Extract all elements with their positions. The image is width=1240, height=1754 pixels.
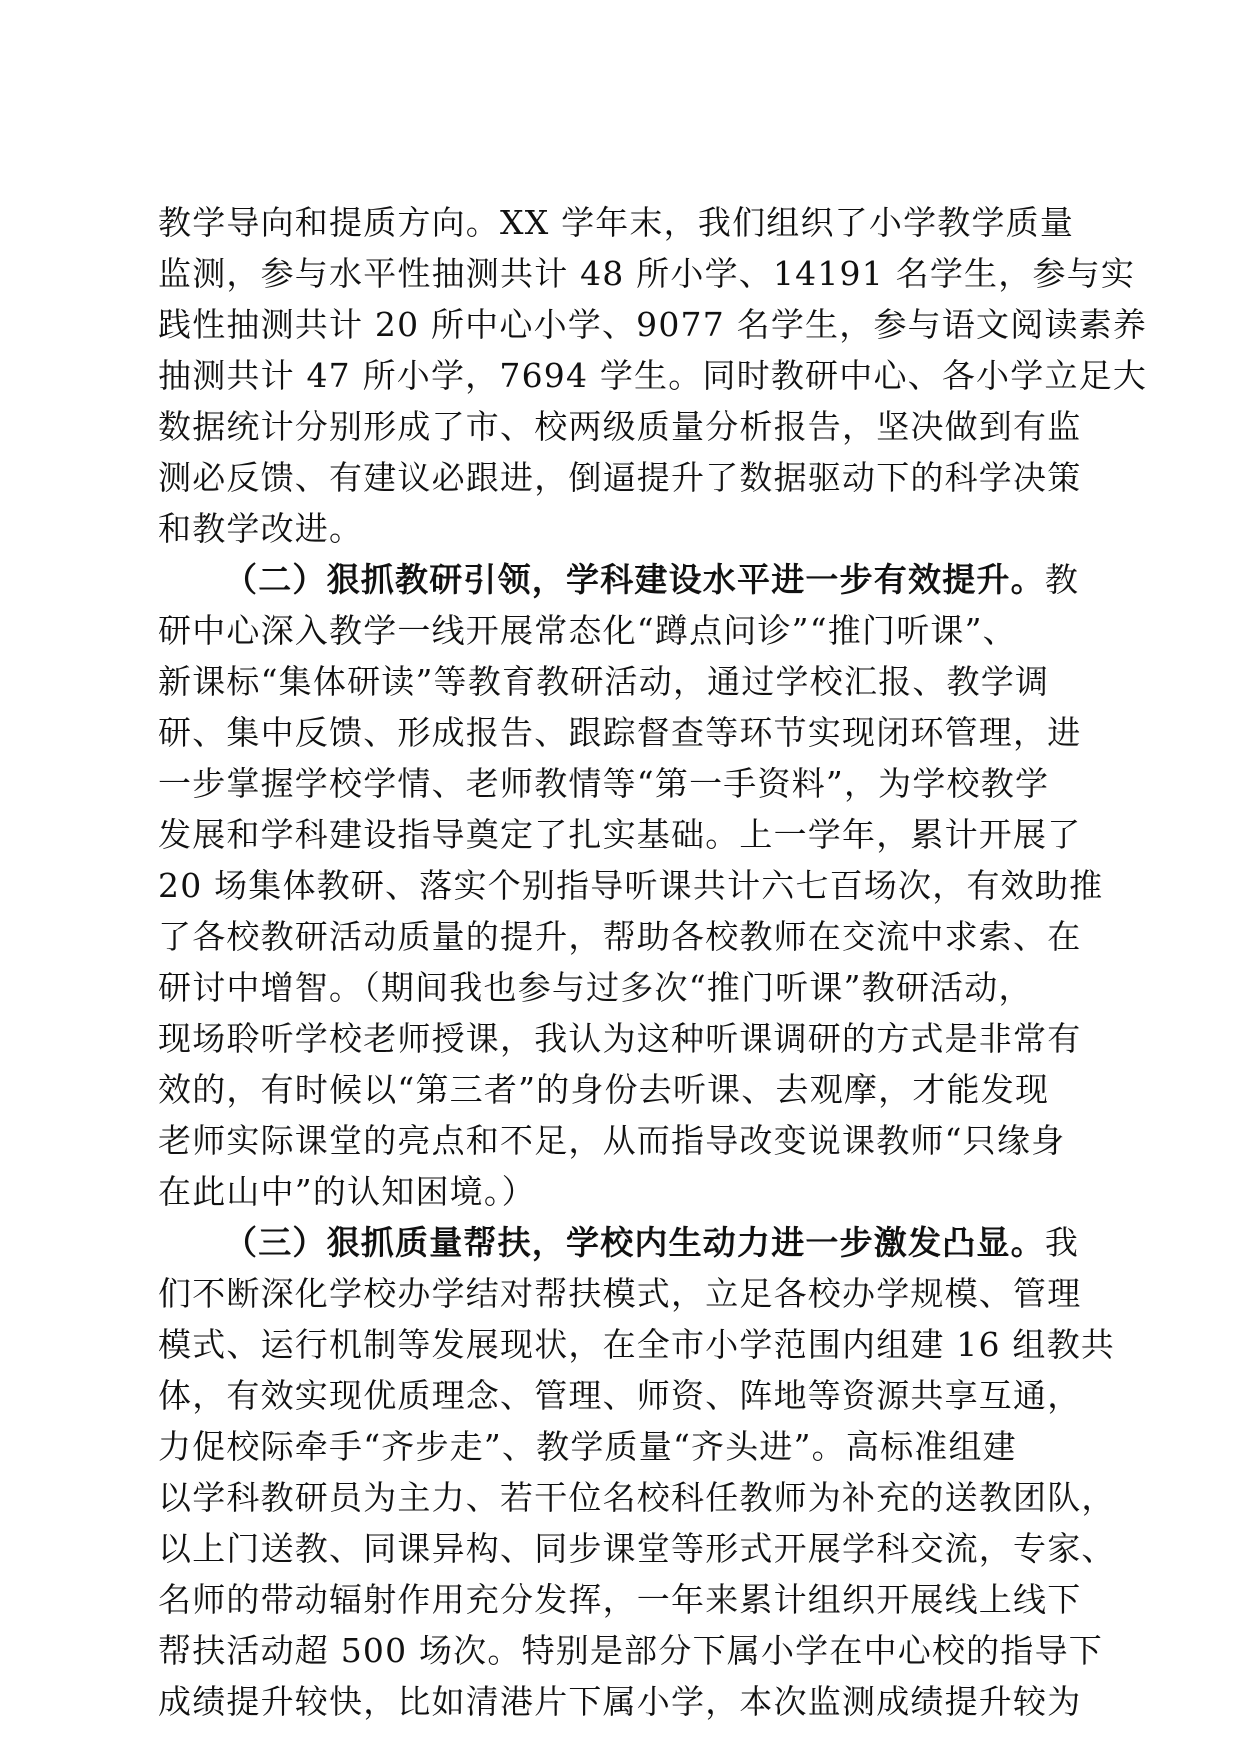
text-line: 监测，参与水平性抽测共计 48 所小学、14191 名学生，参与实: [158, 254, 1136, 293]
text-line: 以学科教研员为主力、若干位名校科任教师为补充的送教团队，: [158, 1478, 1116, 1517]
paragraph-continuation: [158, 197, 1148, 554]
text-line: 力促校际牵手“齐步走”、教学质量“齐头进”。高标准组建: [158, 1427, 1017, 1466]
text-line: 效的，有时候以“第三者”的身份去听课、去观摩，才能发现: [158, 1070, 1050, 1109]
text-line: 以上门送教、同课异构、同步课堂等形式开展学科交流，专家、: [158, 1529, 1116, 1568]
text-line: 测必反馈、有建议必跟进，倒逼提升了数据驱动下的科学决策: [158, 458, 1082, 497]
section-heading: （三）狠抓质量帮扶，学校内生动力进一步激发凸显。: [224, 1223, 1045, 1262]
text-line: 发展和学科建设指导奠定了扎实基础。上一学年，累计开展了: [158, 815, 1082, 854]
text-line: 研讨中增智。（期间我也参与过多次“推门听课”教研活动，: [158, 968, 1033, 1007]
text-line: 帮扶活动超 500 场次。特别是部分下属小学在中心校的指导下: [158, 1631, 1103, 1670]
text-line: 践性抽测共计 20 所中心小学、9077 名学生，参与语文阅读素养: [158, 305, 1148, 344]
text-fragment: 我: [1044, 1223, 1080, 1262]
text-line: 20 场集体教研、落实个别指导听课共计六七百场次，有效助推: [158, 866, 1104, 905]
section-heading: （二）狠抓教研引领，学科建设水平进一步有效提升。: [224, 560, 1045, 599]
text-line: 名师的带动辐射作用充分发挥，一年来累计组织开展线上线下: [158, 1580, 1082, 1619]
text-line: 们不断深化学校办学结对帮扶模式，立足各校办学规模、管理: [158, 1274, 1082, 1313]
text-line: 一步掌握学校学情、老师教情等“第一手资料”，为学校教学: [158, 764, 1050, 803]
paragraph-first-line: [158, 1217, 1088, 1268]
text-line: 教学导向和提质方向。XX 学年末，我们组织了小学教学质量: [158, 203, 1075, 242]
text-line: 成绩提升较快，比如清港片下属小学，本次监测成绩提升较为: [158, 1682, 1082, 1721]
text-line: 抽测共计 47 所小学，7694 学生。同时教研中心、各小学立足大: [158, 356, 1148, 395]
text-line: 了各校教研活动质量的提升，帮助各校教师在交流中求索、在: [158, 917, 1082, 956]
paragraph-teaching-research: [158, 554, 1104, 1217]
text-line: 和教学改进。: [158, 509, 364, 548]
text-line: 研、集中反馈、形成报告、跟踪督查等环节实现闭环管理，进: [158, 713, 1082, 752]
text-fragment: 教: [1044, 560, 1080, 599]
text-line: 研中心深入教学一线开展常态化“蹲点问诊”“推门听课”、: [158, 611, 1017, 650]
paragraph-quality-assistance: [158, 1217, 1116, 1727]
text-line: 新课标“集体研读”等教育教研活动，通过学校汇报、教学调: [158, 662, 1050, 701]
paragraph-first-line: [158, 554, 1088, 605]
text-line: 在此山中”的认知困境。）: [158, 1172, 536, 1211]
text-line: 现场聆听学校老师授课，我认为这种听课调研的方式是非常有: [158, 1019, 1082, 1058]
text-line: 老师实际课堂的亮点和不足，从而指导改变说课教师“只缘身: [158, 1121, 1066, 1160]
text-line: 模式、运行机制等发展现状，在全市小学范围内组建 16 组教共: [158, 1325, 1115, 1364]
text-line: 体，有效实现优质理念、管理、师资、阵地等资源共享互通，: [158, 1376, 1082, 1415]
text-line: 数据统计分别形成了市、校两级质量分析报告，坚决做到有监: [158, 407, 1082, 446]
